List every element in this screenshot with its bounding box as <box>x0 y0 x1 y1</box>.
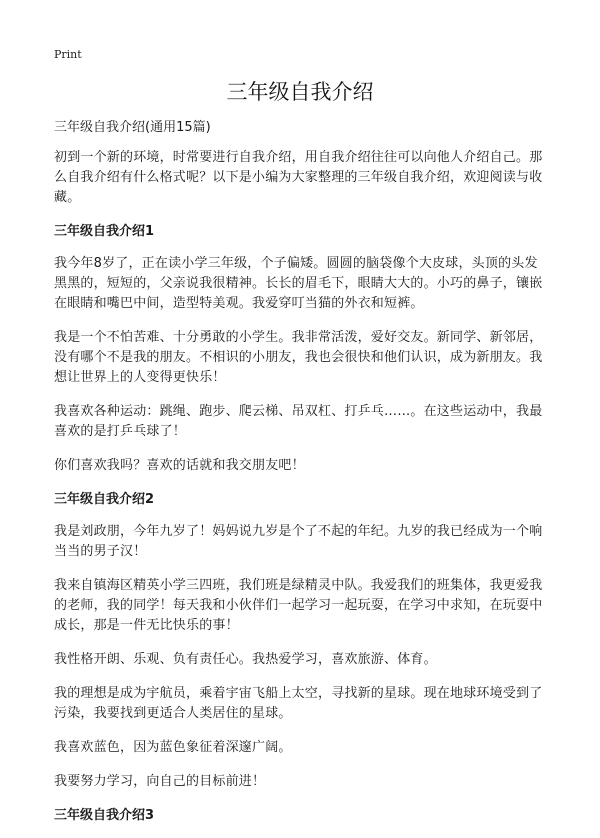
section-heading: 三年级自我介绍2 <box>54 492 155 507</box>
section-heading: 三年级自我介绍3 <box>54 808 155 823</box>
article-body <box>54 118 550 838</box>
article-subtitle: 三年级自我介绍(通用15篇) <box>54 120 211 135</box>
page-title: 三年级自我介绍 <box>226 80 374 104</box>
intro-paragraph: 初到一个新的环境，时常要进行自我介绍，用自我介绍往往可以向他人介绍自己。那么自我介绍有什么格式呢？以下是小编为大家整理的三年级自我介绍，欢迎阅读与收藏。 <box>54 150 543 205</box>
paragraph: 我喜欢蓝色，因为蓝色象征着深邃广阔。 <box>54 740 292 755</box>
paragraph: 我性格开朗、乐观、负有责任心。我热爱学习，喜欢旅游、体育。 <box>54 652 437 667</box>
paragraph: 我是一个不怕苦难、十分勇敢的小学生。我非常活泼，爱好交友。新同学、新邻居，没有哪个不是我的朋友。不相识的小朋友，我也会很快和他们认识，成为新朋友。我想让世界上的人变得更快乐！ <box>54 330 543 385</box>
paragraph: 我喜欢各种运动：跳绳、跑步、爬云梯、吊双杠、打乒乓……。在这些运动中，我最喜欢的是打乒乓球了！ <box>54 404 543 439</box>
print-link[interactable]: Print <box>54 48 82 61</box>
paragraph: 我今年8岁了，正在读小学三年级，个子偏矮。圆圆的脑袋像个大皮球，头顶的头发黑黑的，短短的，父亲说我很精神。长长的眉毛下，眼睛大大的。小巧的鼻子，镶嵌在眼睛和嘴巴中间，造型特美观。我爱穿叮当猫的外衣和短裤。 <box>54 256 543 311</box>
paragraph: 我是刘政朋，今年九岁了！妈妈说九岁是个了不起的年纪。九岁的我已经成为一个响当当的男子汉！ <box>54 524 543 559</box>
paragraph: 我来自镇海区精英小学三四班，我们班是绿精灵中队。我爱我们的班集体，我更爱我的老师，我的同学！每天我和小伙伴们一起学习一起玩耍，在学习中求知，在玩耍中成长，那是一件无比快乐的事！ <box>54 578 543 633</box>
paragraph: 你们喜欢我吗？喜欢的话就和我交朋友吧！ <box>54 458 305 473</box>
paragraph: 我的理想是成为宇航员，乘着宇宙飞船上太空，寻找新的星球。现在地球环境受到了污染，我要找到更适合人类居住的星球。 <box>54 686 543 721</box>
paragraph: 我要努力学习，向自己的目标前进！ <box>54 774 266 789</box>
section-heading: 三年级自我介绍1 <box>54 224 155 239</box>
